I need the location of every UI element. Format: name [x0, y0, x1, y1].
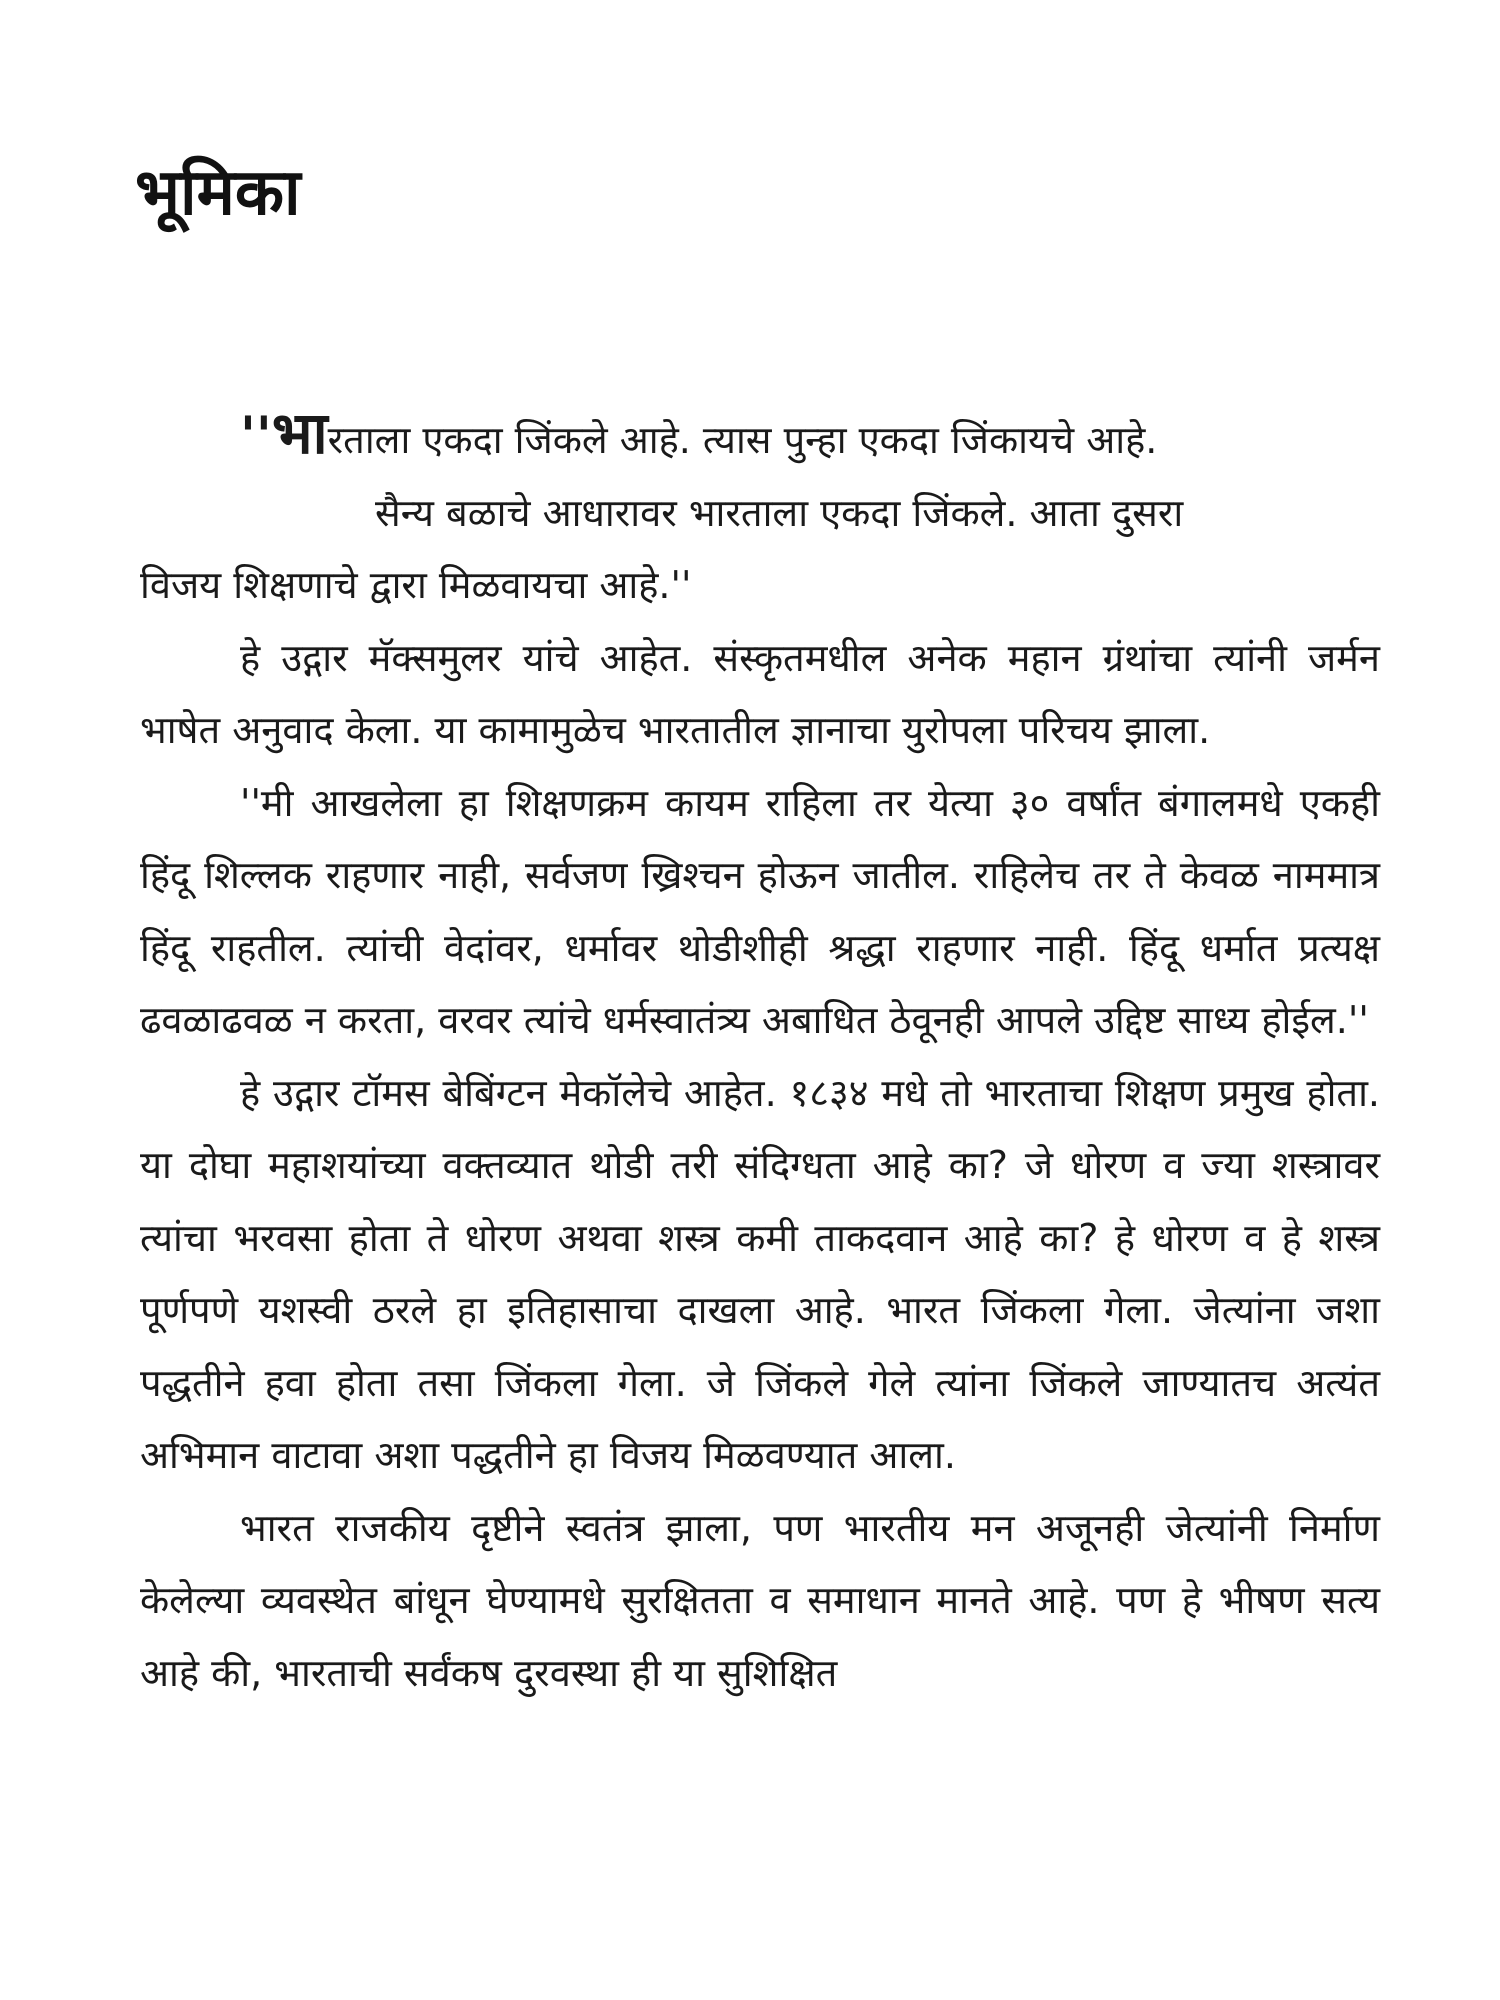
paragraph-macaulay-quote: ''मी आखलेला हा शिक्षणक्रम कायम राहिला तर येत्या ३० वर्षांत बंगालमधे एकही हिंदू शिल्लक राहणार नाही, सर्वजण ख्रिश्चन होऊन जातील. राहिलेच तर ते केवळ नाममात्र हिंदू राहतील. त्यांची वेदांवर, धर्मावर थोडीशीही श्रद्धा राहणार नाही. हिंदू धर्मात प्रत्यक्ष ढवळाढवळ न करता, वरवर त्यांचे धर्मस्वातंत्र्य अबाधित ठेवूनही आपले उद्दिष्ट साध्य होईल.''	[140, 780, 1380, 1042]
paragraph-independence: भारत राजकीय दृष्टीने स्वतंत्र झाला, पण भारतीय मन अजूनही जेत्यांनी निर्माण केलेल्या व्यवस्थेत बांधून घेण्यामधे सुरक्षितता व समाधान मानते आहे. पण हे भीषण सत्य आहे की, भारताची सर्वंकष दुरवस्था ही या सुशिक्षित	[140, 1505, 1380, 1695]
quote-line-1	[140, 400, 1380, 477]
quote-line-1-text: रताला एकदा जिंकले आहे. त्यास पुन्हा एकदा जिंकायचे आहे.	[327, 418, 1158, 462]
page-title: भूमिका	[135, 156, 301, 230]
opening-quote-mark: ''	[240, 406, 272, 466]
quote-line-2: सैन्य बळाचे आधारावर भारताला एकदा जिंकले. आता दुसरा	[375, 490, 1184, 535]
opening-quote-paragraph	[140, 400, 1380, 622]
drop-cap: भा	[271, 399, 328, 467]
paragraph-maxmuller: हे उद्गार मॅक्समुलर यांचे आहेत. संस्कृतमधील अनेक महान ग्रंथांचा त्यांनी जर्मन भाषेत अनुवाद केला. या कामामुळेच भारतातील ज्ञानाचा युरोपला परिचय झाला.	[140, 635, 1380, 752]
quote-line-3: विजय शिक्षणाचे द्वारा मिळवायचा आहे.''	[140, 563, 692, 607]
paragraph-macaulay-commentary: हे उद्गार टॉमस बेबिंग्टन मेकॉलेचे आहेत. १८३४ मधे तो भारताचा शिक्षण प्रमुख होता. या दोघा महाशयांच्या वक्तव्यात थोडी तरी संदिग्धता आहे का? जे धोरण व ज्या शस्त्रावर त्यांचा भरवसा होता ते धोरण अथवा शस्त्र कमी ताकदवान आहे का? हे धोरण व हे शस्त्र पूर्णपणे यशस्वी ठरले हा इतिहासाचा दाखला आहे. भारत जिंकला गेला. जेत्यांना जशा पद्धतीने हवा होता तसा जिंकला गेला. जे जिंकले गेले त्यांना जिंकले जाण्यातच अत्यंत अभिमान वाटावा अशा पद्धतीने हा विजय मिळवण्यात आला.	[140, 1070, 1380, 1477]
body-text	[140, 400, 1380, 1709]
